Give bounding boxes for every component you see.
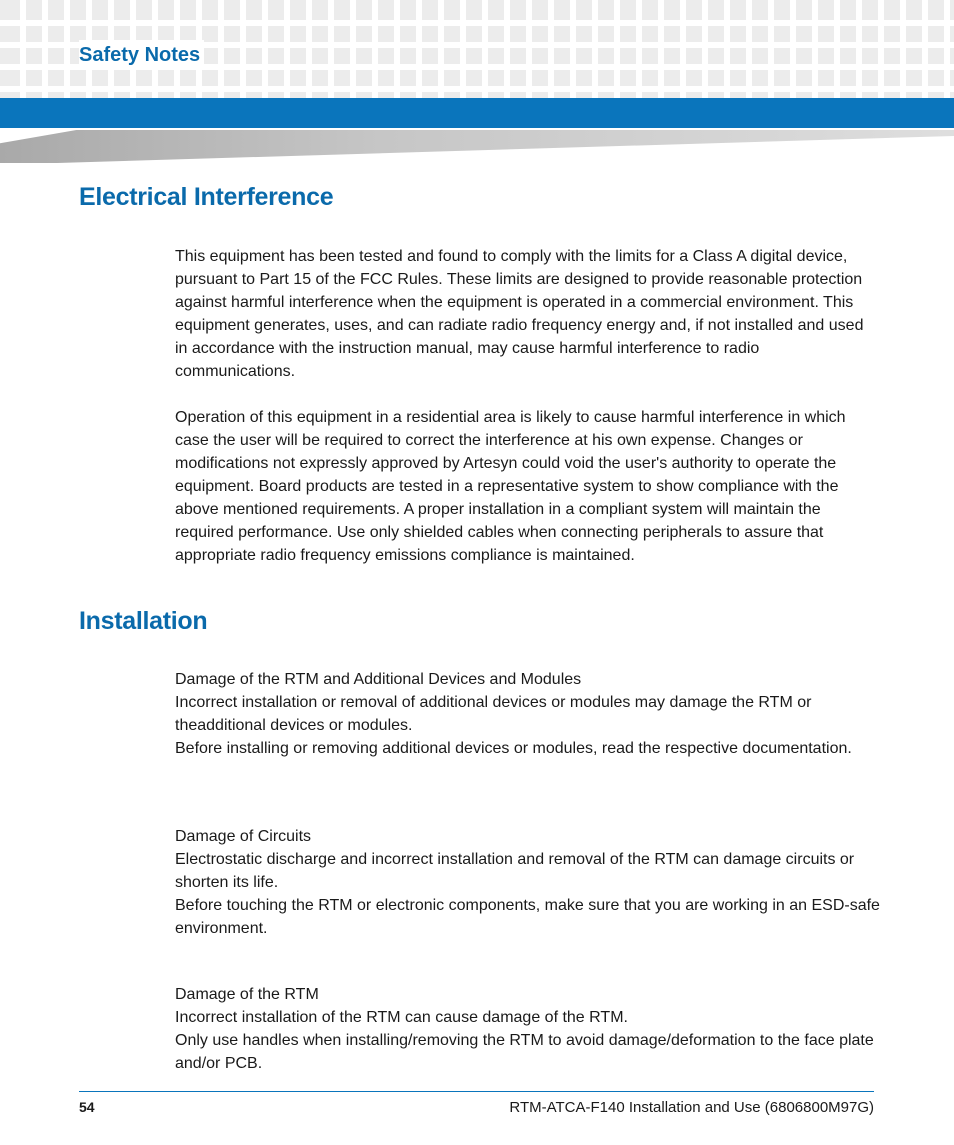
note-line: Incorrect installation or removal of additional devices or modules may damage the RTM or theadditional devices or modules. xyxy=(175,694,812,734)
running-header-title: Safety Notes xyxy=(79,40,204,70)
page-number: 54 xyxy=(79,1099,95,1115)
note-line: Before touching the RTM or electronic components, make sure that you are working in an ESD-safe environment. xyxy=(175,897,880,937)
note-title: Damage of the RTM and Additional Devices and Modules xyxy=(175,671,582,688)
section-heading-electrical-interference: Electrical Interference xyxy=(79,183,334,211)
note-line: Incorrect installation of the RTM can cause damage of the RTM. xyxy=(175,1009,628,1026)
section-heading-installation: Installation xyxy=(79,607,208,635)
footer-rule xyxy=(79,1091,874,1092)
installation-note-1 xyxy=(175,668,880,760)
footer-document-title: RTM-ATCA-F140 Installation and Use (6806800M97G) xyxy=(509,1099,874,1116)
paragraph-text: This equipment has been tested and found to comply with the limits for a Class A digital device, pursuant to Part 15 of the FCC Rules. These limits are designed to provide reasonable protection against harmful interference when the equipment is operated in a commercial environment. This equipment generates, uses, and can radiate radio frequency energy and, if not installed and used in accordance with the instruction manual, may cause harmful interference to radio communications. xyxy=(175,248,864,380)
note-title: Damage of the RTM xyxy=(175,986,319,1003)
installation-note-2 xyxy=(175,825,880,940)
note-line: Electrostatic discharge and incorrect installation and removal of the RTM can damage circuits or shorten its life. xyxy=(175,851,855,891)
electrical-interference-paragraph-2 xyxy=(175,406,880,567)
note-line: Only use handles when installing/removing the RTM to avoid damage/deformation to the face plate and/or PCB. xyxy=(175,1032,874,1072)
header-gray-wedge xyxy=(0,130,954,163)
electrical-interference-paragraph-1 xyxy=(175,245,880,383)
note-line: Before installing or removing additional devices or modules, read the respective documentation. xyxy=(175,740,852,757)
paragraph-text: Operation of this equipment in a residential area is likely to cause harmful interference in which case the user will be required to correct the interference at his own expense. Changes or modifications not expressly approved by Artesyn could void the user's authority to operate the equipment. Board products are tested in a representative system to show compliance with the above mentioned requirements. A proper installation in a compliant system will maintain the required performance. Use only shielded cables when connecting peripherals to assure that appropriate radio frequency emissions compliance is maintained. xyxy=(175,409,846,564)
note-title: Damage of Circuits xyxy=(175,828,312,845)
header-blue-band xyxy=(0,98,954,128)
installation-note-3 xyxy=(175,983,880,1075)
